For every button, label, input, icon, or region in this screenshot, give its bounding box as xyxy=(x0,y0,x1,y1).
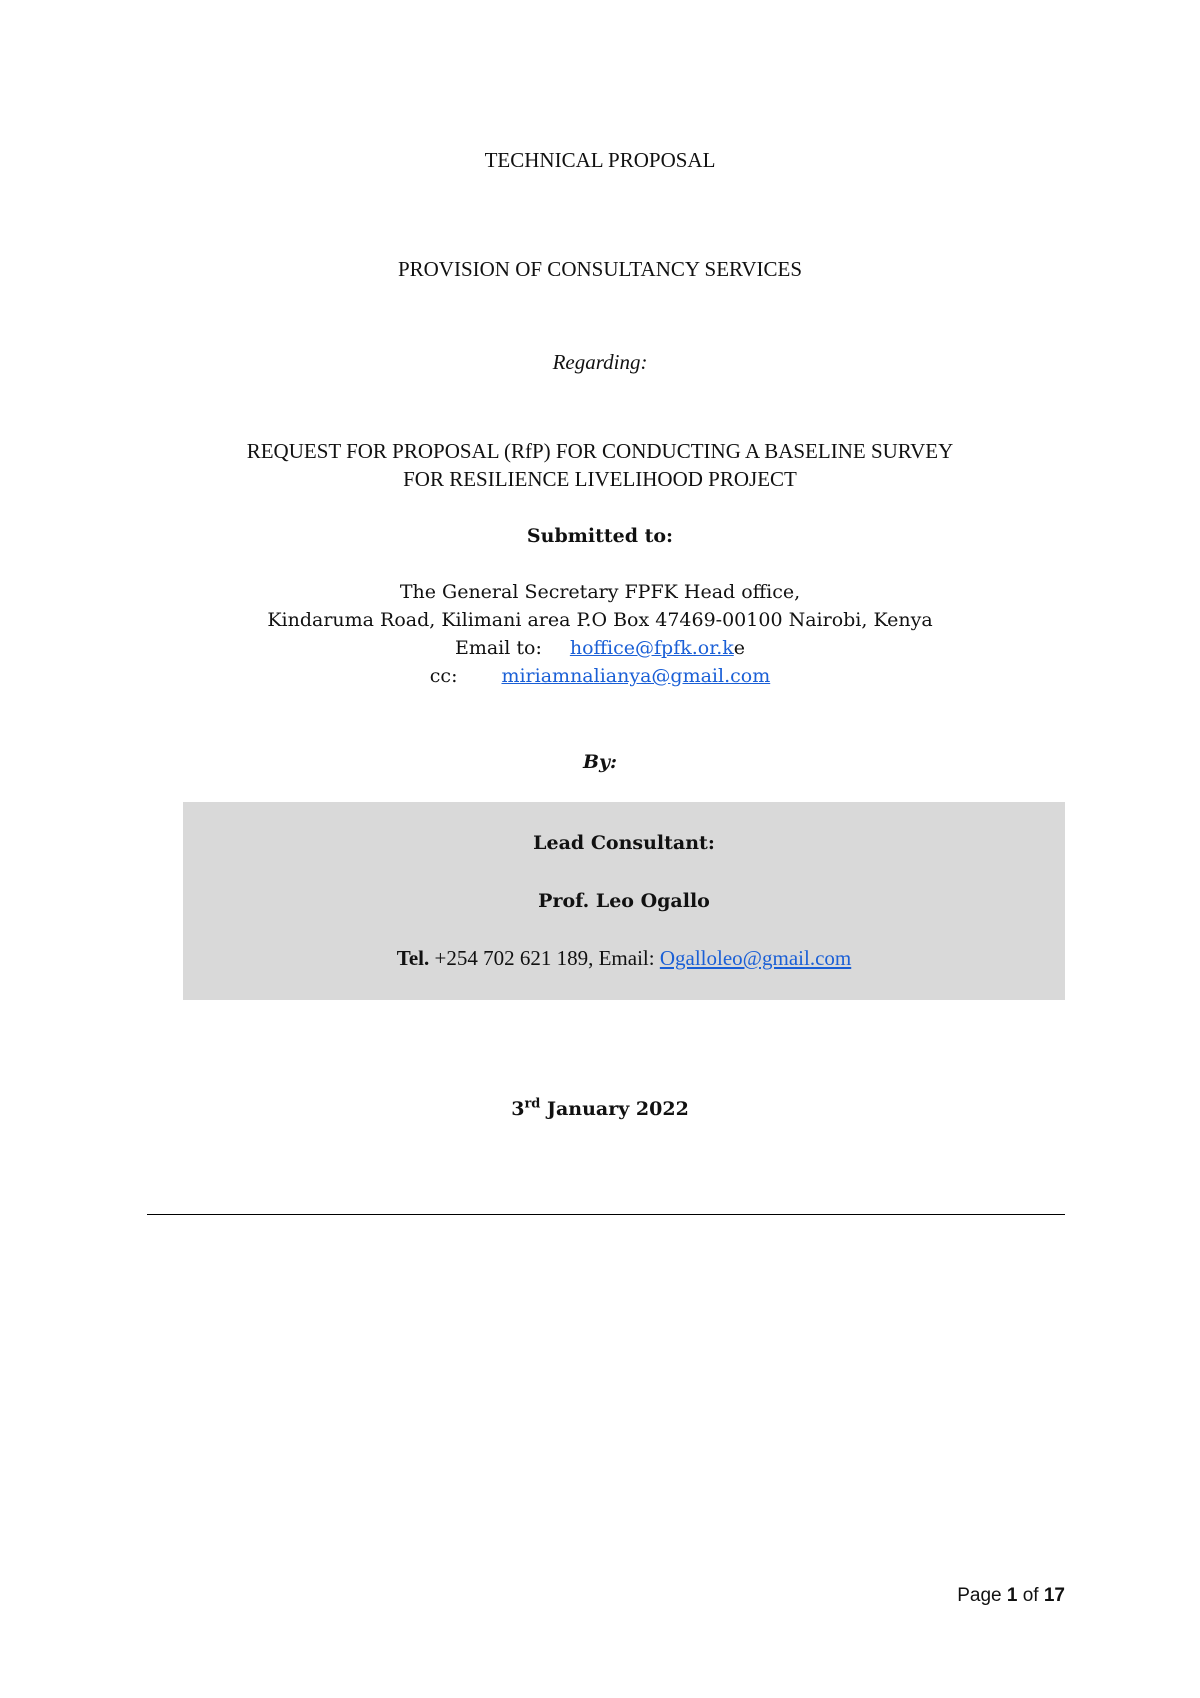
current-page-number: 1 xyxy=(1006,1585,1018,1606)
document-subtitle: PROVISION OF CONSULTANCY SERVICES xyxy=(397,257,803,281)
lead-consultant-label: Lead Consultant: xyxy=(533,832,715,854)
date-day: 3 xyxy=(511,1098,525,1120)
rfp-title-line-1: REQUEST FOR PROPOSAL (RfP) FOR CONDUCTING A BASELINE SURVEY xyxy=(246,439,954,463)
rfp-title-line-2: FOR RESILIENCE LIVELIHOOD PROJECT xyxy=(403,467,797,491)
page-of-word: of xyxy=(1017,1585,1044,1606)
submitted-to-heading: Submitted to: xyxy=(526,525,674,547)
recipient-address-line-2: Kindaruma Road, Kilimani area P.O Box 47469-00100 Nairobi, Kenya xyxy=(267,609,933,631)
page-number-footer xyxy=(957,1585,1065,1607)
tel-value: +254 702 621 189, Email: xyxy=(429,946,660,970)
recipient-email-link[interactable]: hoffice@fpfk.or.k xyxy=(569,637,734,659)
email-to-row xyxy=(0,634,1200,662)
recipient-address-line-1: The General Secretary FPFK Head office, xyxy=(399,581,801,603)
tel-label: Tel. xyxy=(396,946,430,970)
total-page-count: 17 xyxy=(1043,1585,1065,1606)
by-label: By: xyxy=(582,751,618,773)
date-month-year: January 2022 xyxy=(540,1098,689,1120)
regarding-label: Regarding: xyxy=(552,350,648,374)
consultant-email-link[interactable]: Ogalloleo@gmail.com xyxy=(659,946,852,970)
cc-row xyxy=(0,662,1200,690)
lead-consultant-box xyxy=(183,802,1065,1000)
recipient-email-suffix: e xyxy=(733,637,746,659)
cc-label: cc: xyxy=(429,665,458,687)
horizontal-rule xyxy=(147,1214,1065,1215)
email-to-label: Email to: xyxy=(454,637,542,659)
page-word: Page xyxy=(957,1585,1007,1606)
cc-email-link[interactable]: miriamnalianya@gmail.com xyxy=(501,665,771,687)
lead-consultant-name: Prof. Leo Ogallo xyxy=(538,890,710,912)
consultant-contact-line xyxy=(183,946,1065,971)
submission-date xyxy=(0,1095,1200,1123)
document-title: TECHNICAL PROPOSAL xyxy=(484,148,716,172)
date-ordinal-suffix: rd xyxy=(524,1096,541,1112)
